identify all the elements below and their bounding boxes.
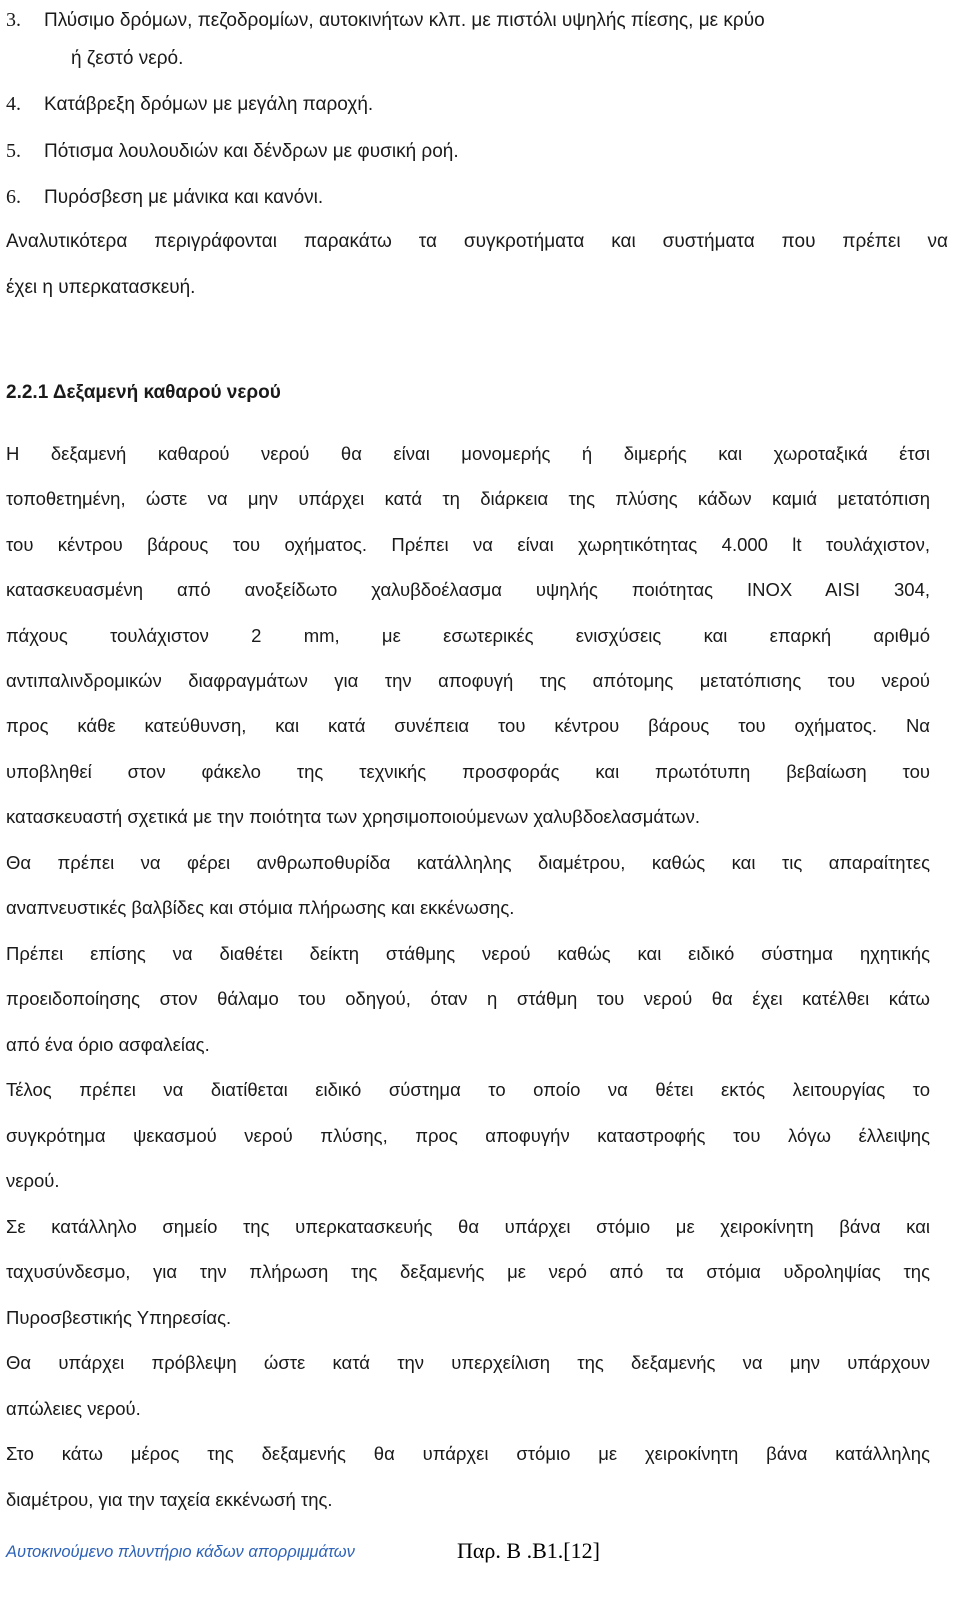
body-line: πάχους τουλάχιστον 2 mm, με εσωτερικές ενισχύσεις και επαρκή αριθμό	[6, 625, 930, 646]
list-text: Πλύσιμο δρόμων, πεζοδρομίων, αυτοκινήτων κλπ. με πιστόλι υψηλής πίεσης, με κρύο	[44, 10, 765, 31]
body-line: τοποθετημένη, ώστε να μην υπάρχει κατά τη διάρκεια της πλύσης κάδων καμιά μετατόπιση	[6, 488, 930, 509]
body-line: κατασκευαστή σχετικά με την ποιότητα των χρησιμοποιούμενων χαλυβδοελασμάτων.	[6, 806, 700, 827]
body-line: Στο κάτω μέρος της δεξαμενής θα υπάρχει στόμιο με χειροκίνητη βάνα κατάλληλης	[6, 1443, 930, 1464]
list-number: 6.	[6, 186, 21, 208]
list-item	[6, 92, 948, 117]
intro-line: έχει η υπερκατασκευή.	[6, 277, 196, 298]
body-line: Τέλος πρέπει να διατίθεται ειδικό σύστημα το οποίο να θέτει εκτός λειτουργίας το	[6, 1079, 930, 1100]
body-line: Θα υπάρχει πρόβλεψη ώστε κατά την υπερχείλιση της δεξαμενής να μην υπάρχουν	[6, 1352, 930, 1373]
body-line: προς κάθε κατεύθυνση, και κατά συνέπεια του κέντρου βάρους του οχήματος. Να	[6, 715, 930, 736]
body-line: διαμέτρου, για την ταχεία εκκένωσή της.	[6, 1489, 333, 1510]
list-item	[6, 139, 948, 164]
footer-page-ref: Παρ. Β .Β1.[12]	[457, 1538, 600, 1563]
list-number: 4.	[6, 93, 21, 115]
list-item	[6, 8, 948, 33]
list-number: 5.	[6, 140, 21, 162]
body-line: Πυροσβεστικής Υπηρεσίας.	[6, 1307, 232, 1328]
body-line: νερού.	[6, 1170, 60, 1191]
list-number: 3.	[6, 9, 21, 31]
footer-title: Αυτοκινούμενο πλυντήριο κάδων απορριμμάτων	[6, 1543, 355, 1561]
body-line: κατασκευασμένη από ανοξείδωτο χαλυβδοέλασμα υψηλής ποιότητας INOX AISI 304,	[6, 579, 930, 600]
body-line: του κέντρου βάρους του οχήματος. Πρέπει να είναι χωρητικότητας 4.000 lt τουλάχιστον,	[6, 534, 930, 555]
body-line: αντιπαλινδρομικών διαφραγμάτων για την αποφυγή της απότομης μετατόπισης του νερού	[6, 670, 930, 691]
body-line: ταχυσύνδεσμο, για την πλήρωση της δεξαμενής με νερό από τα στόμια υδροληψίας της	[6, 1261, 930, 1282]
body-line: Σε κατάλληλο σημείο της υπερκατασκευής θα υπάρχει στόμιο με χειροκίνητη βάνα και	[6, 1216, 930, 1237]
body-line: Θα πρέπει να φέρει ανθρωποθυρίδα κατάλληλης διαμέτρου, καθώς και τις απαραίτητες	[6, 852, 930, 873]
list-text-continuation: ή ζεστό νερό.	[71, 48, 184, 69]
list-text: Πυρόσβεση με μάνικα και κανόνι.	[44, 187, 324, 208]
body-line: από ένα όριο ασφαλείας.	[6, 1034, 210, 1055]
body-line: απώλειες νερού.	[6, 1398, 141, 1419]
body-line: υποβληθεί στον φάκελο της τεχνικής προσφοράς και πρωτότυπη βεβαίωση του	[6, 761, 930, 782]
list-text: Πότισμα λουλουδιών και δένδρων με φυσική ροή.	[44, 141, 459, 162]
body-line: Η δεξαμενή καθαρού νερού θα είναι μονομερής ή διμερής και χωροταξικά έτσι	[6, 443, 930, 464]
body-line: συγκρότημα ψεκασμού νερού πλύσης, προς αποφυγήν καταστροφής του λόγω έλλειψης	[6, 1125, 930, 1146]
list-text: Κατάβρεξη δρόμων με μεγάλη παροχή.	[44, 94, 374, 115]
body-line: αναπνευστικές βαλβίδες και στόμια πλήρωσης και εκκένωσης.	[6, 897, 515, 918]
body-line: Πρέπει επίσης να διαθέτει δείκτη στάθμης νερού καθώς και ειδικό σύστημα ηχητικής	[6, 943, 930, 964]
list-item	[6, 185, 948, 210]
intro-line: Αναλυτικότερα περιγράφονται παρακάτω τα συγκροτήματα και συστήματα που πρέπει να	[6, 231, 948, 252]
section-heading: 2.2.1 Δεξαμενή καθαρού νερού	[6, 382, 281, 403]
body-line: προειδοποίησης στον θάλαμο του οδηγού, όταν η στάθμη του νερού θα έχει κατέλθει κάτω	[6, 988, 930, 1009]
